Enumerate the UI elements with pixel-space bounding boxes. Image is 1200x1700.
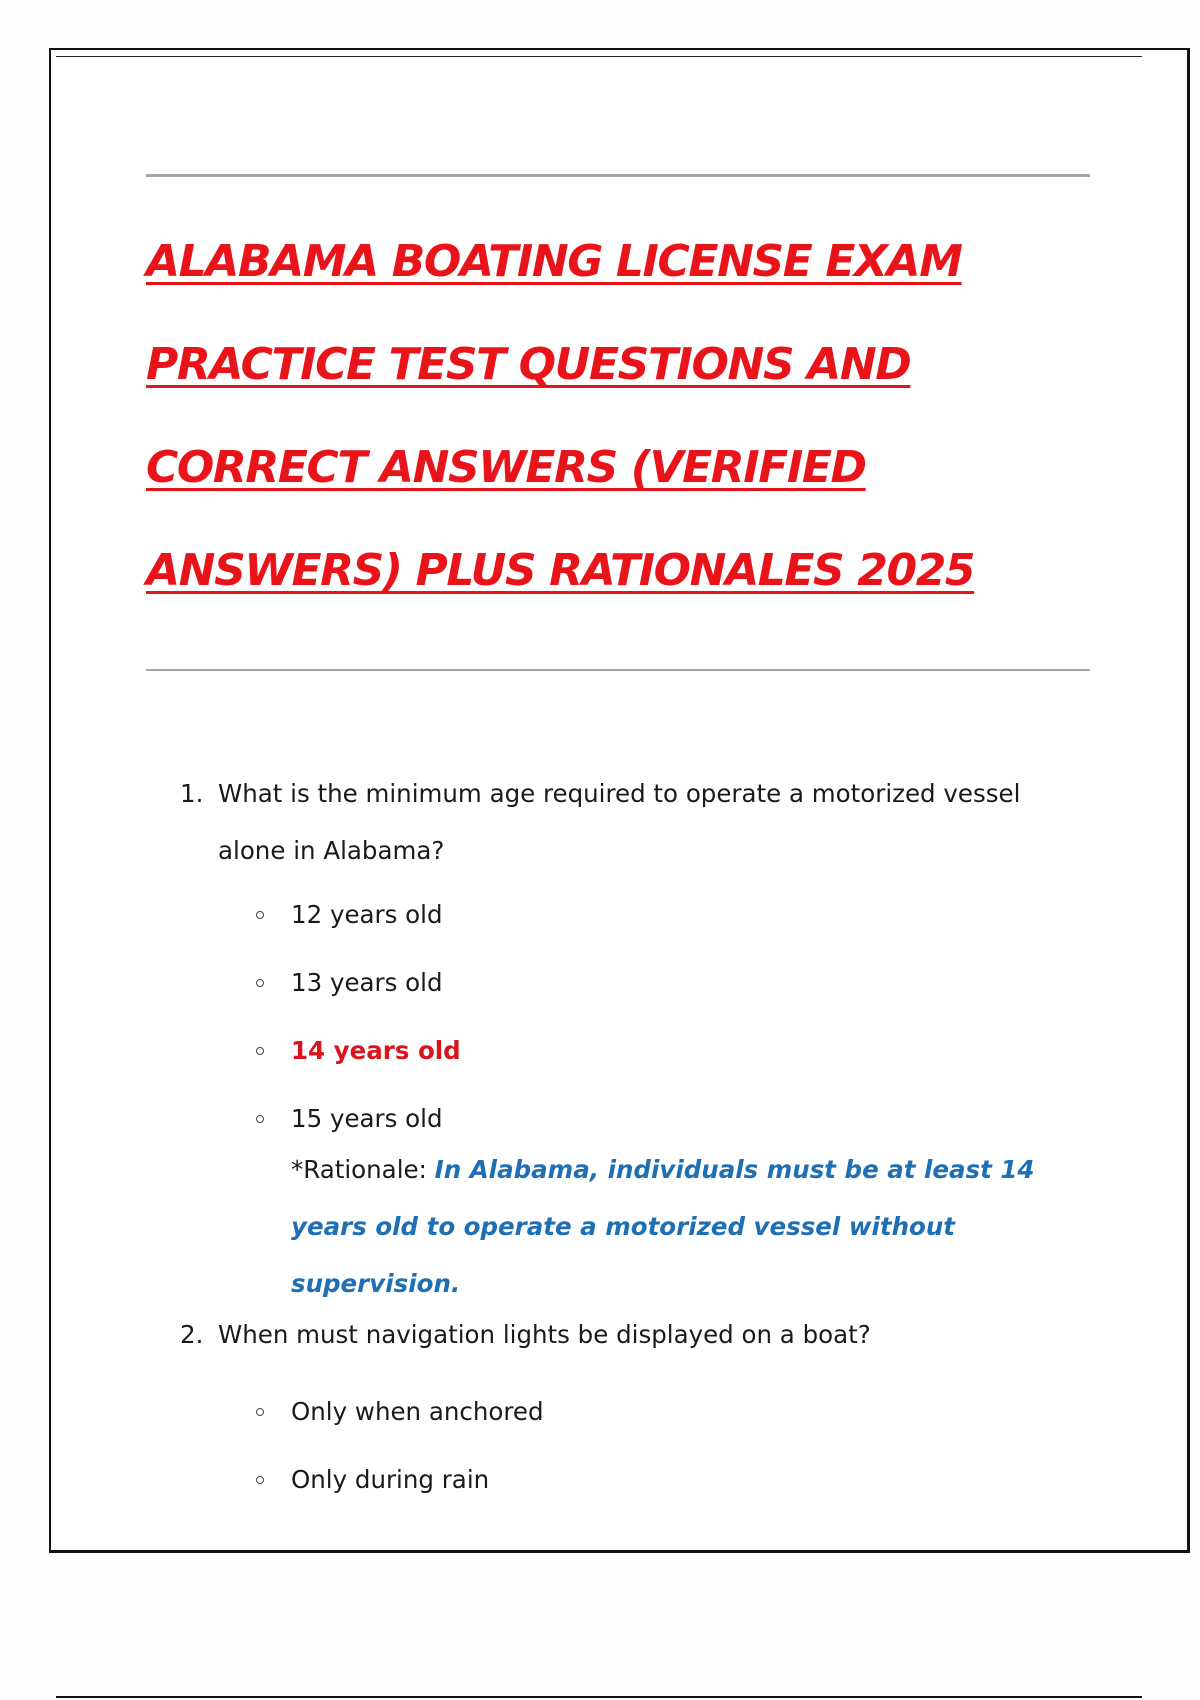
circle-bullet-icon — [256, 911, 264, 919]
question-list — [180, 765, 1080, 1514]
question-2-prompt — [180, 1306, 1080, 1378]
title-bottom-rule — [146, 669, 1090, 671]
circle-bullet-icon — [256, 1476, 264, 1484]
answer-option: 15 years old — [180, 1085, 1080, 1153]
title-line-4: ANSWERS) PLUS RATIONALES 2025 — [146, 545, 975, 596]
question-text: When must navigation lights be displayed on a boat? — [218, 1320, 871, 1349]
answer-option: Only during rain — [180, 1446, 1080, 1514]
question-2 — [180, 1306, 1080, 1514]
circle-bullet-icon — [256, 1408, 264, 1416]
answer-option: 13 years old — [180, 949, 1080, 1017]
answer-option: 12 years old — [180, 881, 1080, 949]
question-1-prompt — [180, 765, 1080, 881]
page-top-rule — [56, 56, 1142, 57]
answer-option: Only when anchored — [180, 1378, 1080, 1446]
title-line-3: CORRECT ANSWERS (VERIFIED — [146, 442, 866, 493]
document-title — [146, 210, 1106, 622]
question-number: 2. — [180, 1320, 204, 1349]
rationale — [180, 1141, 1080, 1312]
circle-bullet-icon — [256, 1047, 264, 1055]
title-line-2: PRACTICE TEST QUESTIONS AND — [146, 339, 911, 390]
question-text: What is the minimum age required to operate a motorized vessel alone in Alabama? — [218, 779, 1021, 865]
circle-bullet-icon — [256, 1115, 264, 1123]
title-top-rule — [146, 174, 1090, 177]
answer-option-correct: 14 years old — [180, 1017, 1080, 1085]
rationale-label: *Rationale: — [291, 1155, 435, 1184]
next-page-top-rule — [56, 1696, 1142, 1698]
question-number: 1. — [180, 779, 204, 808]
rationale-text: In Alabama, individuals must be at least 14 years old to operate a motorized vessel without supervision. — [291, 1155, 1035, 1298]
circle-bullet-icon — [256, 979, 264, 987]
question-1 — [180, 765, 1080, 1312]
title-line-1: ALABAMA BOATING LICENSE EXAM — [146, 236, 962, 287]
